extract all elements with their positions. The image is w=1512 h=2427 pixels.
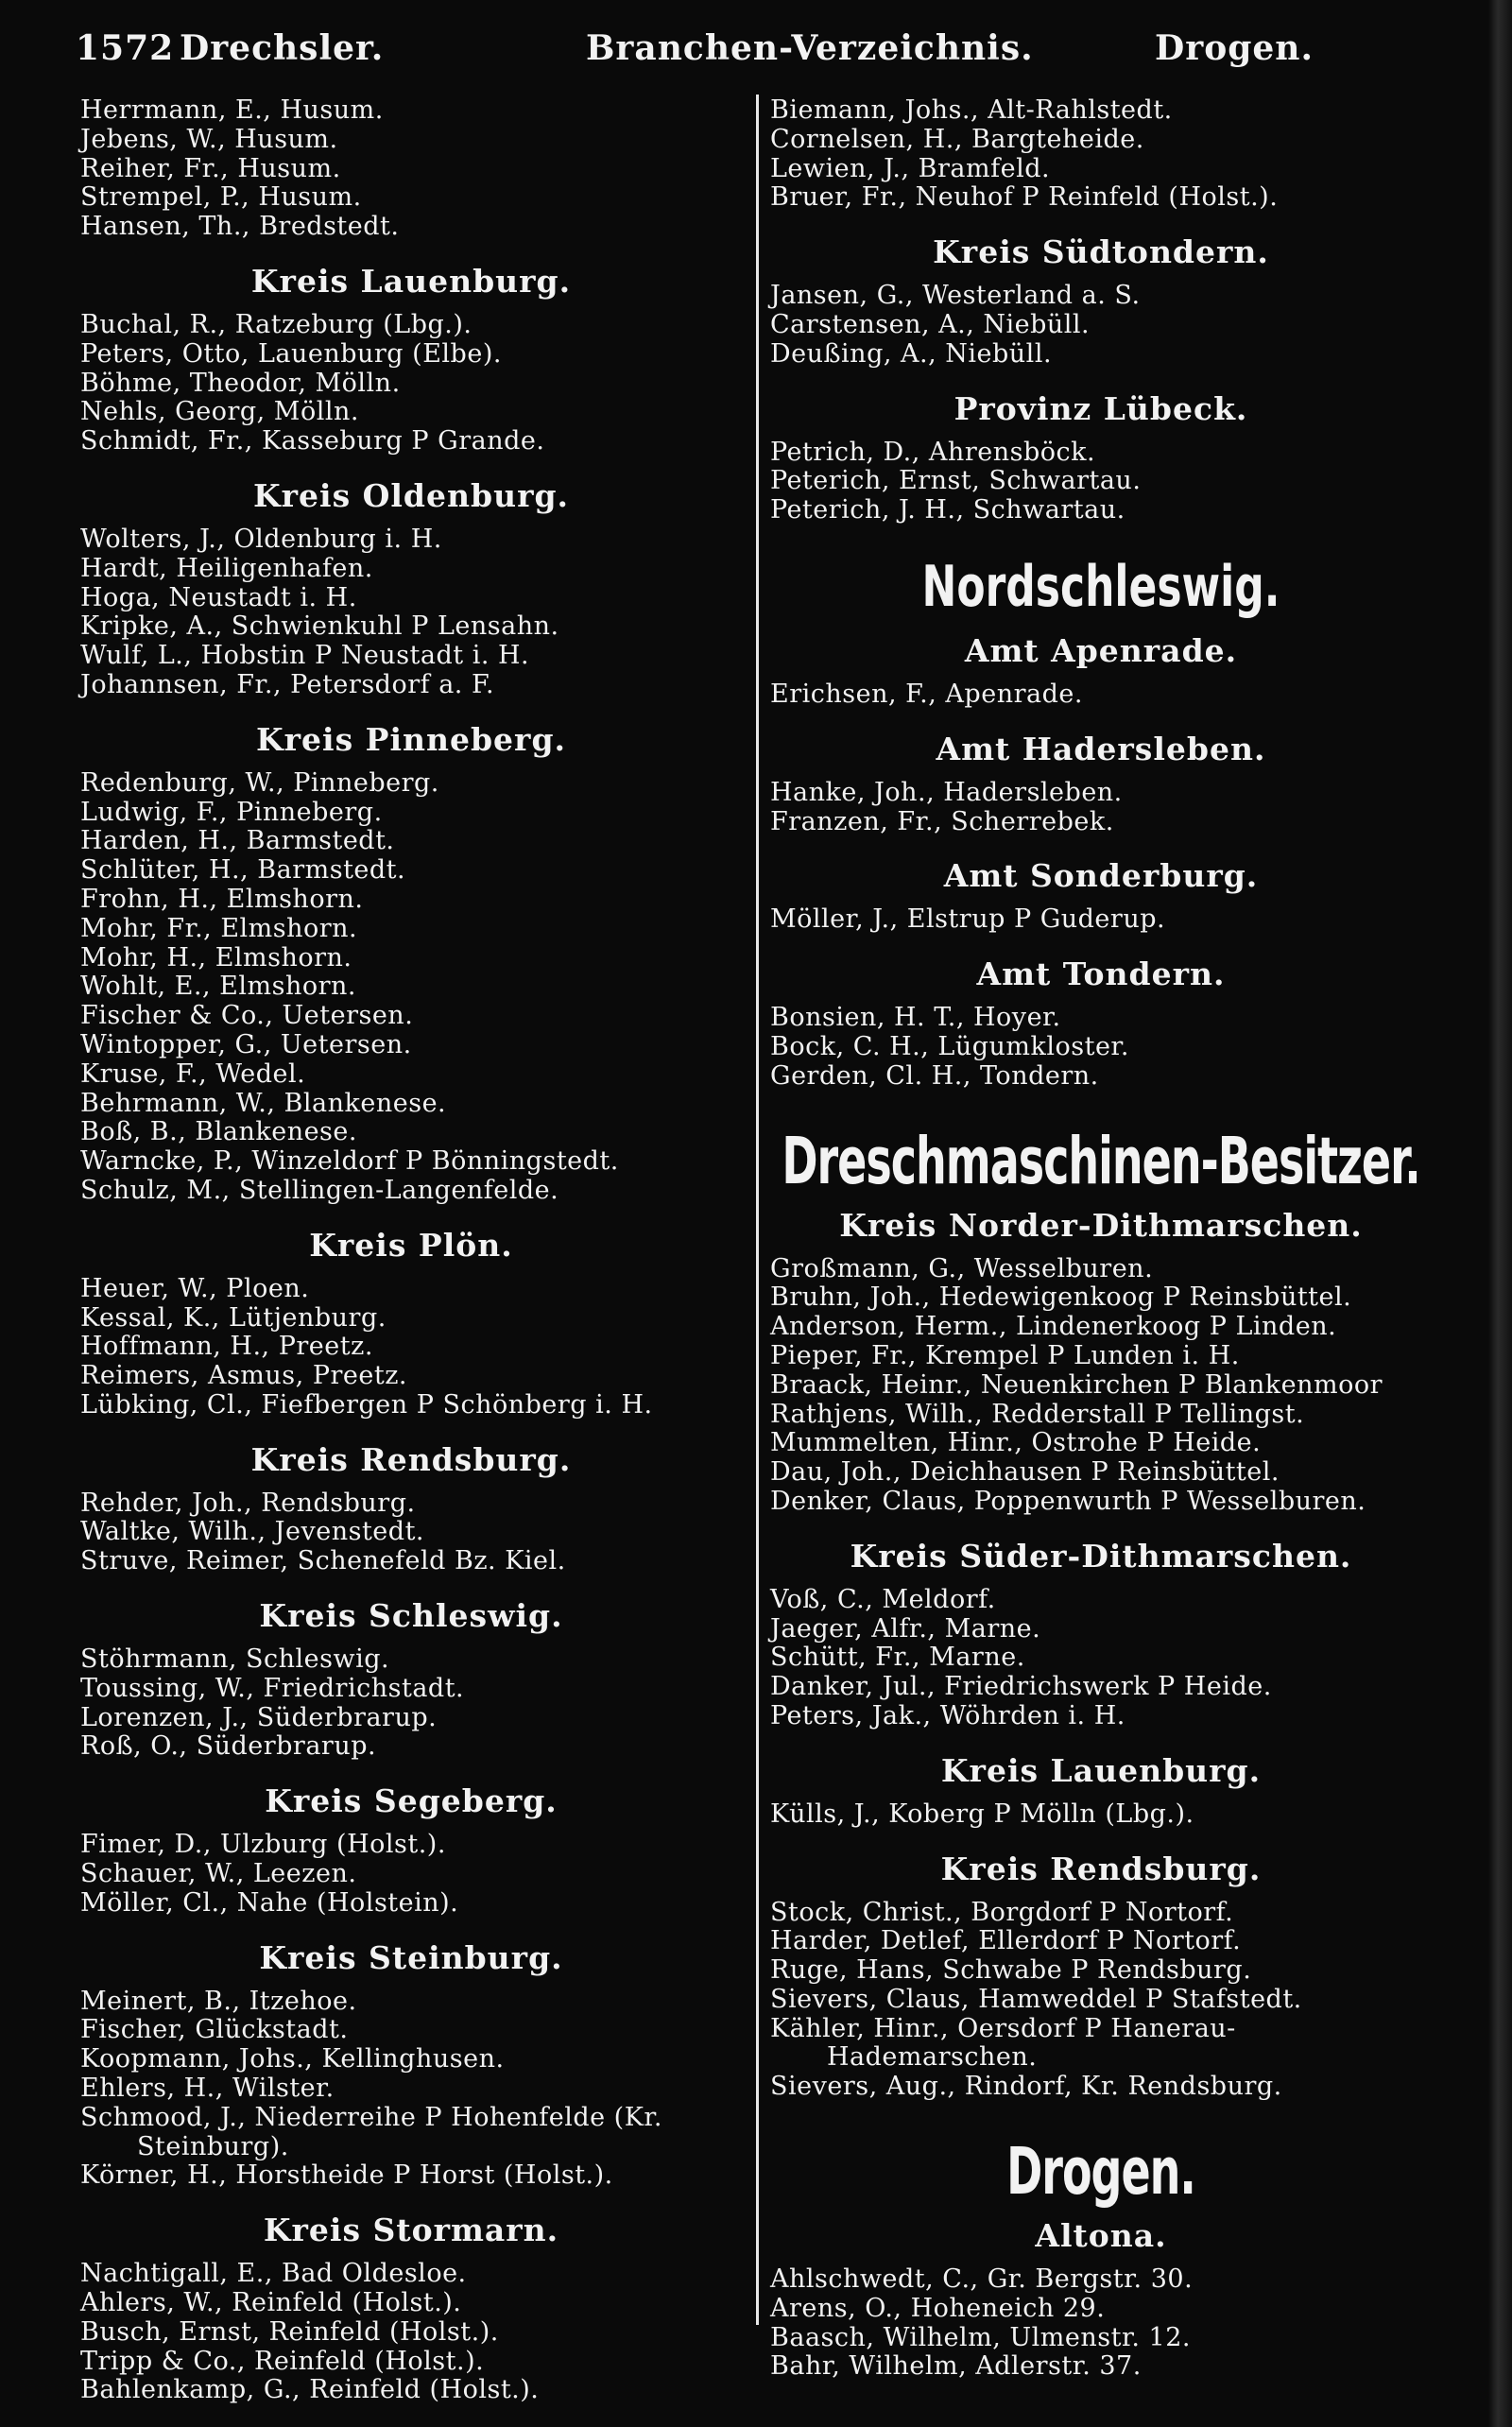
directory-entry: Möller, J., Elstrup P Guderup. <box>770 904 1166 935</box>
directory-section <box>770 233 1432 369</box>
directory-entry: Ludwig, F., Pinneberg. <box>80 797 383 827</box>
directory-section <box>770 857 1432 935</box>
directory-section <box>770 96 1432 213</box>
directory-entry: Heuer, W., Ploen. <box>80 1273 310 1303</box>
directory-entry: Nachtigall, E., Bad Oldesloe. <box>80 2259 467 2289</box>
directory-section <box>770 1122 1432 1199</box>
directory-entry: Bruhn, Joh., Hedewigenkoog P Reinsbüttel. <box>770 1282 1352 1313</box>
directory-entry: Peters, Otto, Lauenburg (Elbe). <box>80 338 502 369</box>
directory-entry: Franzen, Fr., Scherrebek. <box>770 806 1114 836</box>
section-heading: Kreis Pinneberg. <box>255 720 567 758</box>
directory-entry: Johannsen, Fr., Petersdorf a. F. <box>80 669 495 699</box>
directory-section <box>80 1441 742 1576</box>
directory-entry: Anderson, Herm., Lindenerkoog P Linden. <box>770 1312 1337 1342</box>
directory-section <box>80 721 742 1206</box>
directory-entry: Schütt, Fr., Marne. <box>770 1643 1025 1673</box>
directory-entry: Schulz, M., Stellingen-Langenfelde. <box>80 1175 559 1205</box>
directory-entry: Peterich, J. H., Schwartau. <box>770 495 1125 525</box>
directory-entry: Böhme, Theodor, Mölln. <box>80 368 401 398</box>
directory-entry: Reiher, Fr., Husum. <box>80 153 341 183</box>
directory-entry: Denker, Claus, Poppenwurth P Wesselburen. <box>770 1486 1366 1516</box>
section-heading: Kreis Steinburg. <box>259 1938 563 1976</box>
header-title: Branchen-Verzeichnis. <box>586 28 1034 68</box>
directory-entry: Ahlers, W., Reinfeld (Holst.). <box>80 2288 462 2318</box>
directory-section <box>770 955 1432 1091</box>
directory-section <box>770 555 1432 620</box>
right-column <box>770 96 1432 2382</box>
page-number: 1572 <box>76 28 175 68</box>
directory-section <box>80 477 742 700</box>
section-heading: Kreis Segeberg. <box>265 1782 558 1820</box>
directory-entry: Rehder, Joh., Rendsburg. <box>80 1488 416 1518</box>
directory-section <box>80 2212 742 2405</box>
section-heading: Kreis Süder-Dithmarschen. <box>850 1537 1352 1575</box>
directory-section <box>770 1207 1432 1517</box>
directory-section <box>770 390 1432 525</box>
section-heading: Kreis Plön. <box>309 1226 513 1264</box>
directory-entry: Biemann, Johs., Alt-Rahlstedt. <box>770 95 1173 125</box>
directory-entry: Cornelsen, H., Bargteheide. <box>770 124 1144 154</box>
directory-section <box>770 2132 1432 2210</box>
directory-entry: Sievers, Aug., Rindorf, Kr. Rendsburg. <box>770 2072 1282 2102</box>
page-header <box>76 28 1314 85</box>
section-heading: Kreis Rendsburg. <box>250 1440 572 1478</box>
directory-entry: Ruge, Hans, Schwabe P Rendsburg. <box>770 1955 1252 1986</box>
directory-entry: Redenburg, W., Pinneberg. <box>80 767 439 798</box>
directory-entry: Arens, O., Hoheneich 29. <box>770 2293 1106 2323</box>
directory-entry: Jansen, G., Westerland a. S. <box>770 281 1141 311</box>
directory-entry: Wohlt, E., Elmshorn. <box>80 972 356 1002</box>
section-heading: Kreis Oldenburg. <box>252 476 570 514</box>
directory-entry: Lewien, J., Bramfeld. <box>770 153 1051 183</box>
directory-entry: Külls, J., Koberg P Mölln (Lbg.). <box>770 1799 1194 1829</box>
directory-entry: Schmidt, Fr., Kasseburg P Grande. <box>80 426 545 456</box>
section-heading: Dreschmaschinen-Besitzer. <box>782 1122 1420 1199</box>
directory-entry: Braack, Heinr., Neuenkirchen P Blankenmoor <box>770 1369 1383 1400</box>
directory-entry: Schlüter, H., Barmstedt. <box>80 855 406 886</box>
directory-entry: Strempel, P., Husum. <box>80 182 362 213</box>
directory-section <box>80 1939 742 2192</box>
directory-entry: Harden, H., Barmstedt. <box>80 826 395 856</box>
directory-entry: Voß, C., Meldorf. <box>770 1584 996 1614</box>
directory-section <box>80 96 742 242</box>
directory-entry: Nehls, Georg, Mölln. <box>80 397 359 427</box>
directory-entry: Hansen, Th., Bredstedt. <box>80 212 400 242</box>
directory-entry: Wolters, J., Oldenburg i. H. <box>80 524 442 554</box>
directory-entry: Buchal, R., Ratzeburg (Lbg.). <box>80 309 472 339</box>
directory-entry: Lübking, Cl., Fiefbergen P Schönberg i. H. <box>80 1389 653 1420</box>
directory-entry: Petrich, D., Ahrensböck. <box>770 437 1096 467</box>
directory-entry: Waltke, Wilh., Jevenstedt. <box>80 1517 424 1547</box>
section-heading: Kreis Schleswig. <box>259 1597 563 1635</box>
directory-section <box>80 263 742 456</box>
directory-entry: Bruer, Fr., Neuhof P Reinfeld (Holst.). <box>770 182 1279 213</box>
directory-entry: Pieper, Fr., Krempel P Lunden i. H. <box>770 1340 1240 1370</box>
directory-entry: Peters, Jak., Wöhrden i. H. <box>770 1700 1125 1730</box>
directory-entry: Gerden, Cl. H., Tondern. <box>770 1060 1099 1091</box>
directory-entry: Jaeger, Alfr., Marne. <box>770 1613 1041 1644</box>
directory-entry: Ehlers, H., Wilster. <box>80 2074 335 2104</box>
directory-entry: Wulf, L., Hobstin P Neustadt i. H. <box>80 641 530 671</box>
directory-entry: Erichsen, F., Apenrade. <box>770 679 1083 709</box>
section-heading: Altona. <box>1035 2217 1167 2255</box>
directory-entry: Lorenzen, J., Süderbrarup. <box>80 1702 438 1732</box>
section-heading: Amt Sonderburg. <box>943 857 1259 895</box>
directory-entry: Stöhrmann, Schleswig. <box>80 1644 390 1675</box>
directory-entry: Kähler, Hinr., Oersdorf P Hanerau-Hademarschen. <box>770 2013 1236 2073</box>
directory-entry: Hoga, Neustadt i. H. <box>80 582 357 612</box>
directory-entry: Koopmann, Johs., Kellinghusen. <box>80 2044 505 2074</box>
directory-entry: Bock, C. H., Lügumkloster. <box>770 1031 1129 1061</box>
header-left-term: Drechsler. <box>180 28 385 68</box>
directory-entry: Meinert, B., Itzehoe. <box>80 1986 357 2016</box>
directory-entry: Baasch, Wilhelm, Ulmenstr. 12. <box>770 2322 1191 2352</box>
directory-entry: Hoffmann, H., Preetz. <box>80 1332 373 1362</box>
directory-entry: Hanke, Joh., Hadersleben. <box>770 777 1123 807</box>
directory-section <box>80 1782 742 1918</box>
page-edge <box>1488 0 1512 2427</box>
section-heading: Kreis Stormarn. <box>263 2212 559 2249</box>
directory-entry: Harder, Detlef, Ellerdorf P Nortorf. <box>770 1926 1242 1956</box>
section-heading: Amt Apenrade. <box>964 631 1238 669</box>
directory-section <box>770 1850 1432 2103</box>
directory-entry: Dau, Joh., Deichhausen P Reinsbüttel. <box>770 1457 1280 1488</box>
directory-entry: Fischer, Glückstadt. <box>80 2015 349 2045</box>
directory-entry: Bahlenkamp, G., Reinfeld (Holst.). <box>80 2375 540 2405</box>
section-heading: Kreis Lauenburg. <box>940 1751 1262 1789</box>
directory-entry: Busch, Ernst, Reinfeld (Holst.). <box>80 2316 499 2347</box>
directory-entry: Großmann, G., Wesselburen. <box>770 1253 1154 1283</box>
directory-entry: Bonsien, H. T., Hoyer. <box>770 1003 1061 1033</box>
header-right-term: Drogen. <box>1155 28 1314 68</box>
section-heading: Kreis Lauenburg. <box>250 262 572 300</box>
directory-entry: Kruse, F., Wedel. <box>80 1059 306 1089</box>
directory-entry: Stock, Christ., Borgdorf P Nortorf. <box>770 1897 1234 1927</box>
directory-entry: Wintopper, G., Uetersen. <box>80 1029 412 1059</box>
directory-entry: Fimer, D., Ulzburg (Holst.). <box>80 1830 446 1860</box>
section-heading: Amt Tondern. <box>976 955 1226 993</box>
section-heading: Provinz Lübeck. <box>954 389 1248 427</box>
section-heading: Kreis Rendsburg. <box>940 1850 1262 1887</box>
section-heading: Kreis Norder-Dithmarschen. <box>839 1206 1363 1244</box>
directory-entry: Möller, Cl., Nahe (Holstein). <box>80 1887 459 1918</box>
directory-entry: Warncke, P., Winzeldorf P Bönningstedt. <box>80 1146 619 1177</box>
directory-entry: Ahlschwedt, C., Gr. Bergstr. 30. <box>770 2264 1194 2295</box>
directory-entry: Rathjens, Wilh., Redderstall P Tellingst. <box>770 1399 1305 1429</box>
directory-section <box>770 2217 1432 2382</box>
directory-entry: Mohr, Fr., Elmshorn. <box>80 913 358 943</box>
directory-entry: Mohr, H., Elmshorn. <box>80 942 352 973</box>
directory-entry: Frohn, H., Elmshorn. <box>80 884 364 914</box>
directory-entry: Fischer & Co., Uetersen. <box>80 1001 414 1031</box>
directory-entry: Carstensen, A., Niebüll. <box>770 309 1091 339</box>
directory-entry: Schauer, W., Leezen. <box>80 1859 357 1889</box>
directory-section <box>80 1597 742 1762</box>
directory-entry: Bahr, Wilhelm, Adlerstr. 37. <box>770 2351 1142 2382</box>
column-divider <box>756 95 759 2325</box>
directory-entry: Mummelten, Hinr., Ostrohe P Heide. <box>770 1428 1262 1458</box>
directory-entry: Schmood, J., Niederreihe P Hohenfelde (Kr. Steinburg). <box>80 2102 662 2161</box>
section-heading: Amt Hadersleben. <box>936 730 1266 767</box>
directory-entry: Herrmann, E., Husum. <box>80 95 384 125</box>
directory-entry: Tripp & Co., Reinfeld (Holst.). <box>80 2346 485 2376</box>
directory-entry: Danker, Jul., Friedrichswerk P Heide. <box>770 1672 1272 1702</box>
left-column <box>80 96 742 2405</box>
directory-entry: Boß, B., Blankenese. <box>80 1117 357 1147</box>
directory-entry: Sievers, Claus, Hamweddel P Stafstedt. <box>770 1984 1302 2014</box>
section-heading: Drogen. <box>1006 2132 1195 2210</box>
directory-entry: Struve, Reimer, Schenefeld Bz. Kiel. <box>80 1546 566 1576</box>
directory-entry: Kripke, A., Schwienkuhl P Lensahn. <box>80 611 559 642</box>
directory-section <box>770 731 1432 837</box>
directory-entry: Roß, O., Süderbrarup. <box>80 1731 377 1762</box>
section-heading: Nordschleswig. <box>921 555 1280 620</box>
directory-section <box>770 632 1432 710</box>
directory-entry: Hardt, Heiligenhafen. <box>80 553 373 583</box>
directory-entry: Kessal, K., Lütjenburg. <box>80 1302 387 1333</box>
directory-entry: Reimers, Asmus, Preetz. <box>80 1361 408 1391</box>
directory-entry: Deußing, A., Niebüll. <box>770 338 1053 369</box>
directory-section <box>770 1538 1432 1731</box>
directory-entry: Peterich, Ernst, Schwartau. <box>770 466 1142 496</box>
directory-entry: Behrmann, W., Blankenese. <box>80 1088 447 1118</box>
directory-entry: Jebens, W., Husum. <box>80 124 338 154</box>
directory-entry: Toussing, W., Friedrichstadt. <box>80 1673 465 1703</box>
directory-entry: Körner, H., Horstheide P Horst (Holst.). <box>80 2160 613 2191</box>
directory-section <box>770 1752 1432 1830</box>
directory-section <box>80 1227 742 1420</box>
section-heading: Kreis Südtondern. <box>933 233 1269 271</box>
